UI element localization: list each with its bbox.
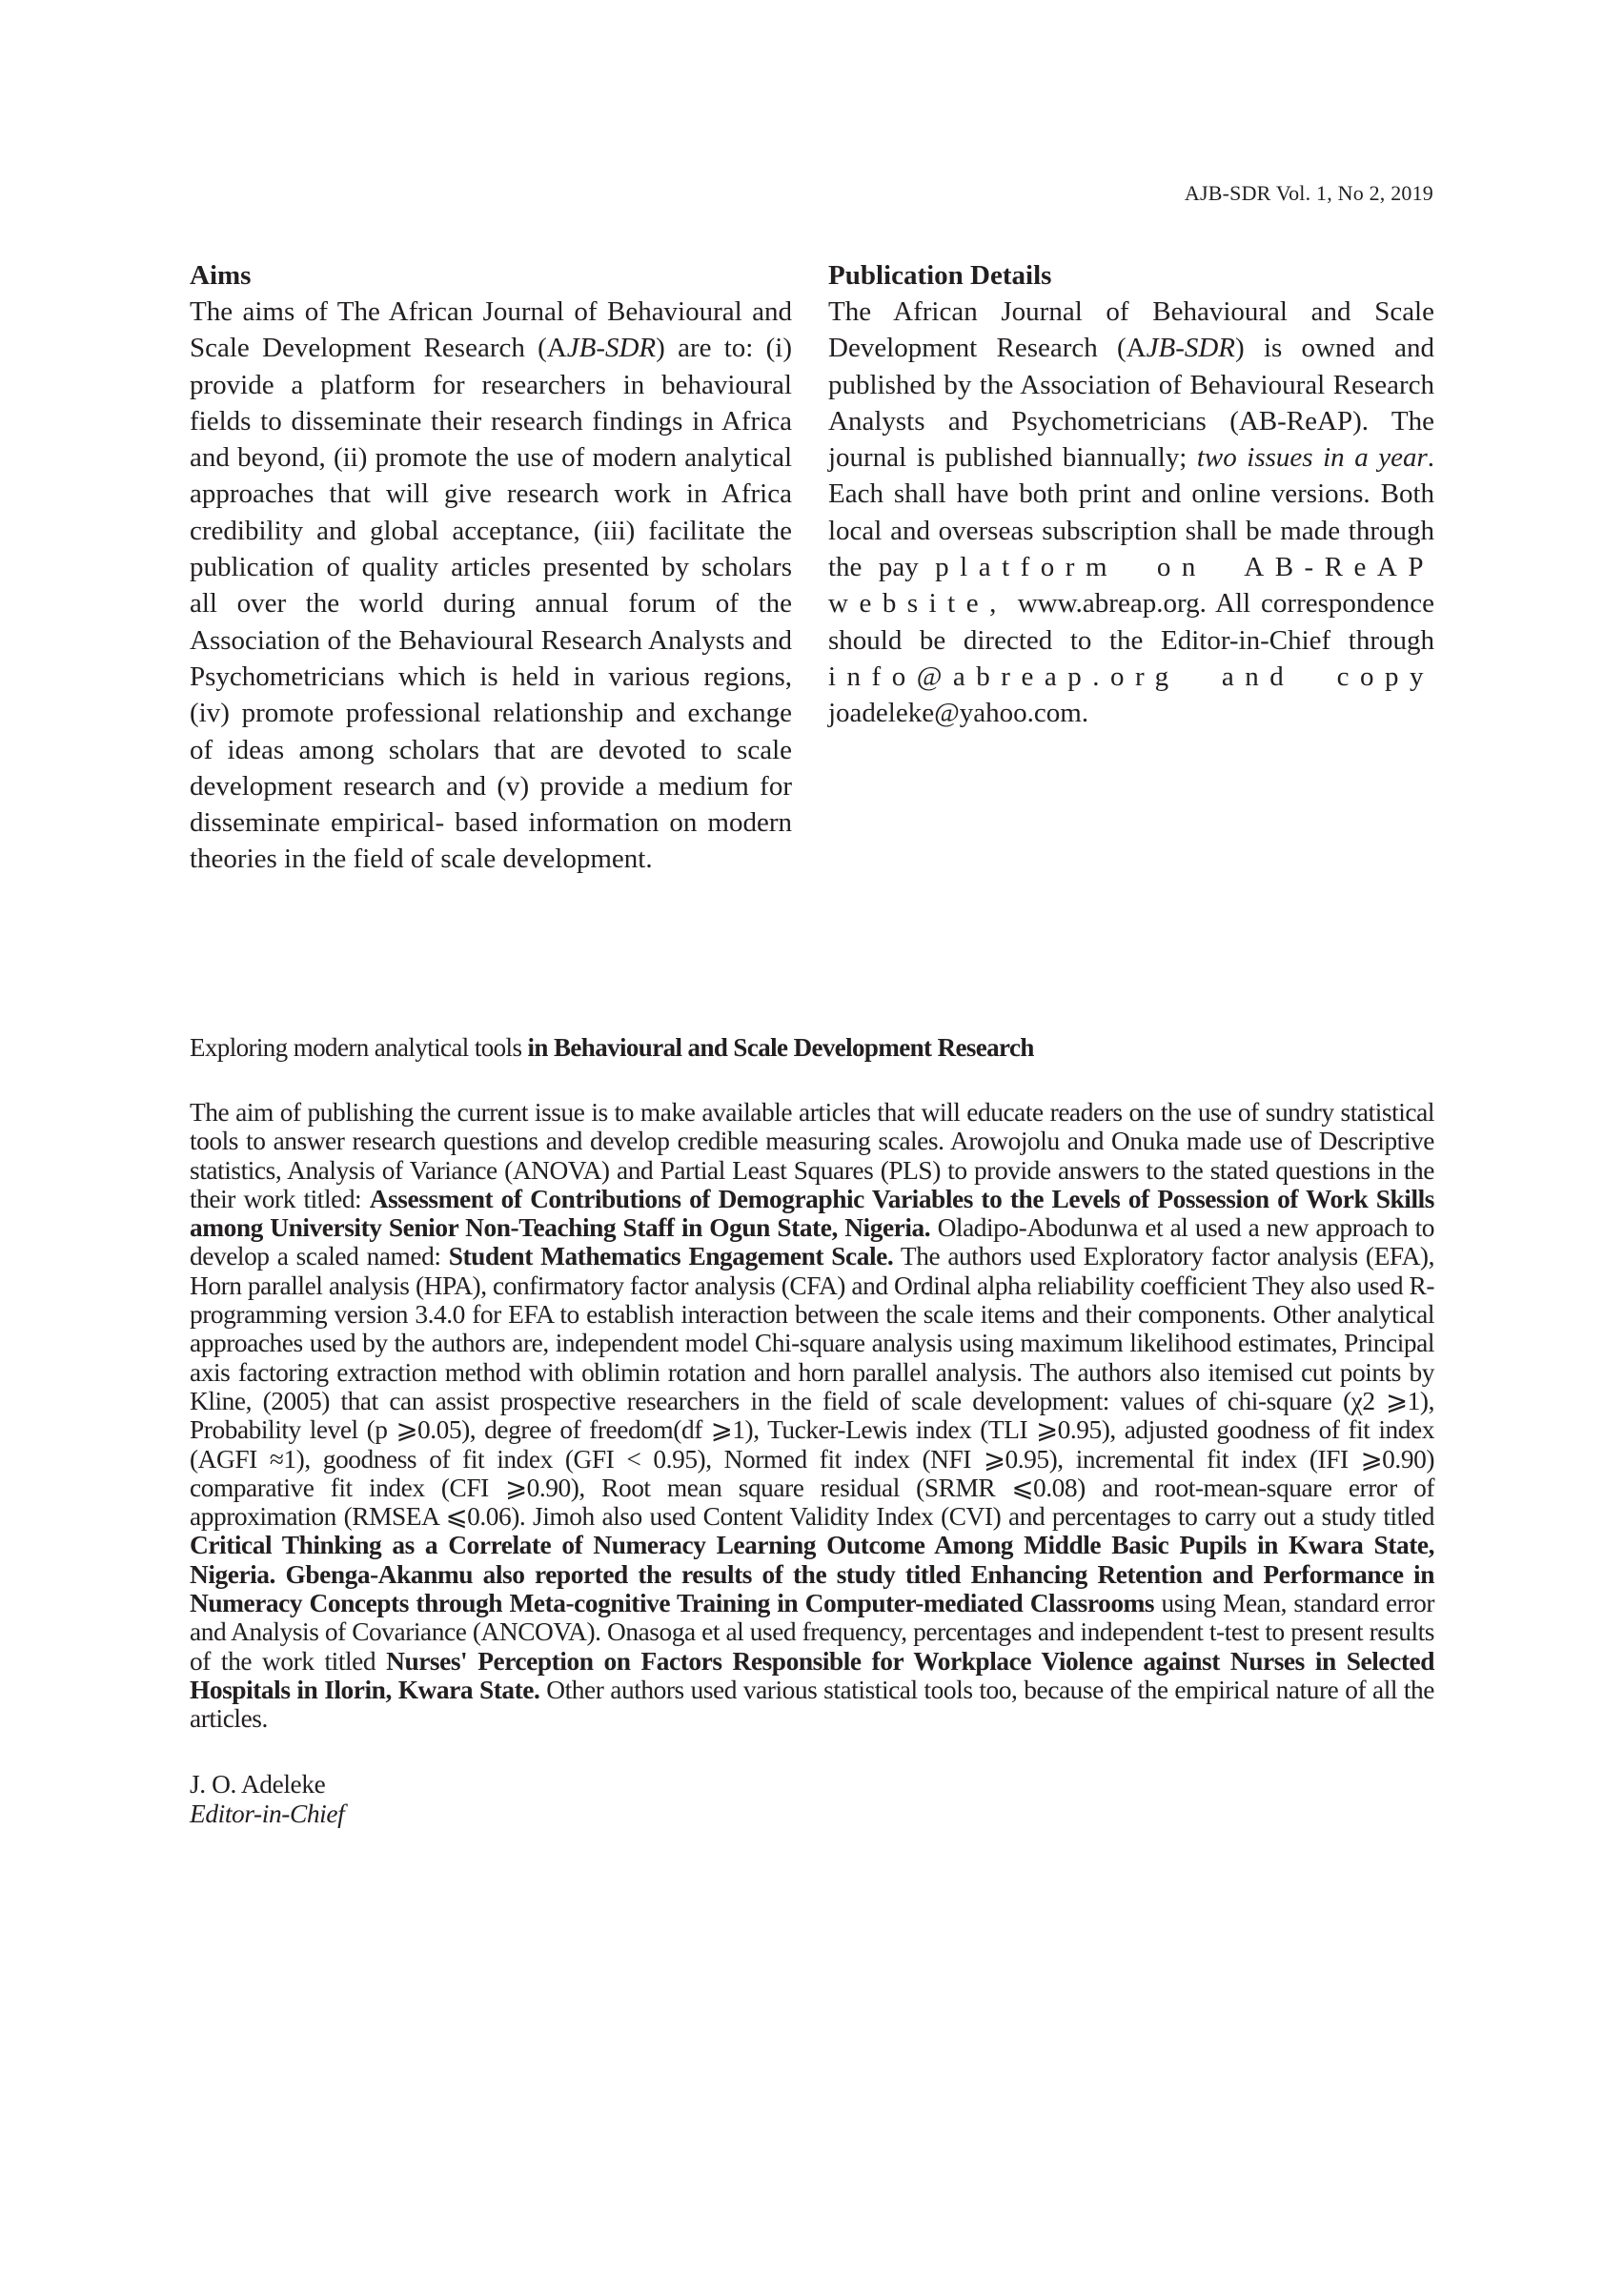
publication-details-text [828, 294, 1434, 732]
article-title: Nurses' Perception on Factors Responsible for Workplace Violence against Nurses in Selected Hospitals in Ilorin, Kwara State. [190, 1646, 1434, 1704]
body-text: using Mean, standard error and Analysis of Covariance (ANCOVA). Onasoga et al used frequency, percentages and independent t-test to present results of the work titled [190, 1589, 1434, 1676]
editorial-body [190, 1098, 1434, 1734]
article-title: Assessment of Contributions of Demographic Variables to the Levels of Possession of Work Skills among University Senior Non-Teaching Staff in Ogun State, Nigeria. [190, 1184, 1434, 1243]
article-title: Critical Thinking as a Correlate of Numeracy Learning Outcome Among Middle Basic Pupils in Kwara State, Nigeria. Gbenga-Akanmu also reported the results of the study titled Enhancing Retention and Performance in Numeracy Concepts through Meta-cognitive Training in Computer-mediated Classrooms [190, 1531, 1434, 1618]
signature-block [190, 1770, 1434, 1829]
body-text: The authors used Exploratory factor analysis (EFA), Horn parallel analysis (HPA), confirmatory factor analysis (CFA) and Ordinal alpha reliability coefficient They also used R- programming version 3.4.0 for EFA to establish interaction between the scale items and their components. Other analytical approaches used by the authors are, independent model Chi-square analysis using maximum likelihood estimates, Principal axis factoring extraction method with oblimin rotation and horn parallel analysis. The authors also itemised cut points by Kline, (2005) that can assist prospective researchers in the field of scale development: values of chi-square (χ2 ⩾1), Probability level (p ⩾0.05), degree of freedom(df ⩾1), Tucker-Lewis index (TLI ⩾0.95), adjusted goodness of fit index (AGFI ≈1), goodness of fit index (GFI < 0.95), Normed fit index (NFI ⩾0.95), incremental fit index (IFI ⩾0.90) comparative fit index (CFI ⩾0.90), Root mean square residual (SRMR ⩽0.08) and root-mean-square error of approximation (RMSEA ⩽0.06). Jimoh also used Content Validity Index (CVI) and percentages to carry out a study titled [190, 1242, 1434, 1532]
aims-text [190, 294, 792, 878]
pub-text-part: ) is owned and published by the Association of Behavioural Research Analysts and Psychometricians (AB-ReAP). The journal is published biannually; [828, 333, 1434, 474]
publication-details-heading: Publication Details [828, 260, 1052, 291]
pub-text-email-copy: joadeleke@yahoo.com. [828, 698, 1089, 729]
signature-role: Editor-in-Chief [190, 1799, 345, 1828]
editorial-title-plain: Exploring modern analytical tools [190, 1033, 528, 1062]
aims-text-part: ) are to: (i) provide a platform for researchers in behavioural fields to disseminate their research findings in Africa and beyond, (ii) promote the use of modern analytical approaches that will give research work in Africa credibility and global acceptance, (iii) facilitate the publication of quality articles presented by scholars all over the world during annual forum of the Association of the Behavioural Research Analysts and Psychometricians which is held in various regions, (iv) promote professional relationship and exchange of ideas among scholars that are devoted to scale development research and (v) provide a medium for disseminate empirical- based information on modern theories in the field of scale development. [190, 333, 793, 875]
editorial-title-bold: in Behavioural and Scale Development Research [527, 1033, 1034, 1062]
body-text: Oladipo-Abodunwa et al used a new approach to develop a scaled named: [190, 1213, 1434, 1271]
editorial-title [190, 1031, 1434, 1064]
publication-details-column [828, 257, 1434, 732]
aims-heading: Aims [190, 260, 252, 291]
pub-text-part: The African Journal of Behavioural and Scale Development Research (A [828, 296, 1434, 364]
signature-name: J. O. Adeleke [190, 1769, 326, 1799]
aims-text-part: The aims of The African Journal of Behavioural and Scale Development Research (A [190, 296, 792, 364]
journal-abbreviation: JB-SDR [1146, 333, 1236, 364]
pub-text-email: info@abreap.org and copy [828, 661, 1434, 692]
journal-abbreviation: JB-SDR [566, 333, 657, 364]
running-head: AJB-SDR Vol. 1, No 2, 2019 [1184, 181, 1433, 205]
pub-text-spaced: platform on AB-ReAP website, [828, 552, 1434, 620]
aims-column [190, 257, 792, 878]
editorial-section [190, 1031, 1434, 1829]
issues-per-year: two issues in a year [1196, 442, 1428, 474]
body-text: The aim of publishing the current issue is to make available articles that will educate readers on the use of sundry statistical tools to answer research questions and develop credible measuring scales. Arowojolu and Onuka made use of Descriptive statistics, Analysis of Variance (ANOVA) and Partial Least Squares (PLS) to provide answers to the stated questions in the their work titled: [190, 1098, 1434, 1213]
body-text: Other authors used various statistical tools too, because of the empirical nature of all the articles. [190, 1675, 1434, 1734]
pub-text-part: . Each shall have both print and online versions. Both local and overseas subscription shall be made through the pay [828, 442, 1434, 583]
pub-text-website: www.abreap.org. All correspondence should be directed to the Editor-in-Chief through [828, 588, 1434, 656]
article-title: Student Mathematics Engagement Scale. [448, 1242, 894, 1271]
